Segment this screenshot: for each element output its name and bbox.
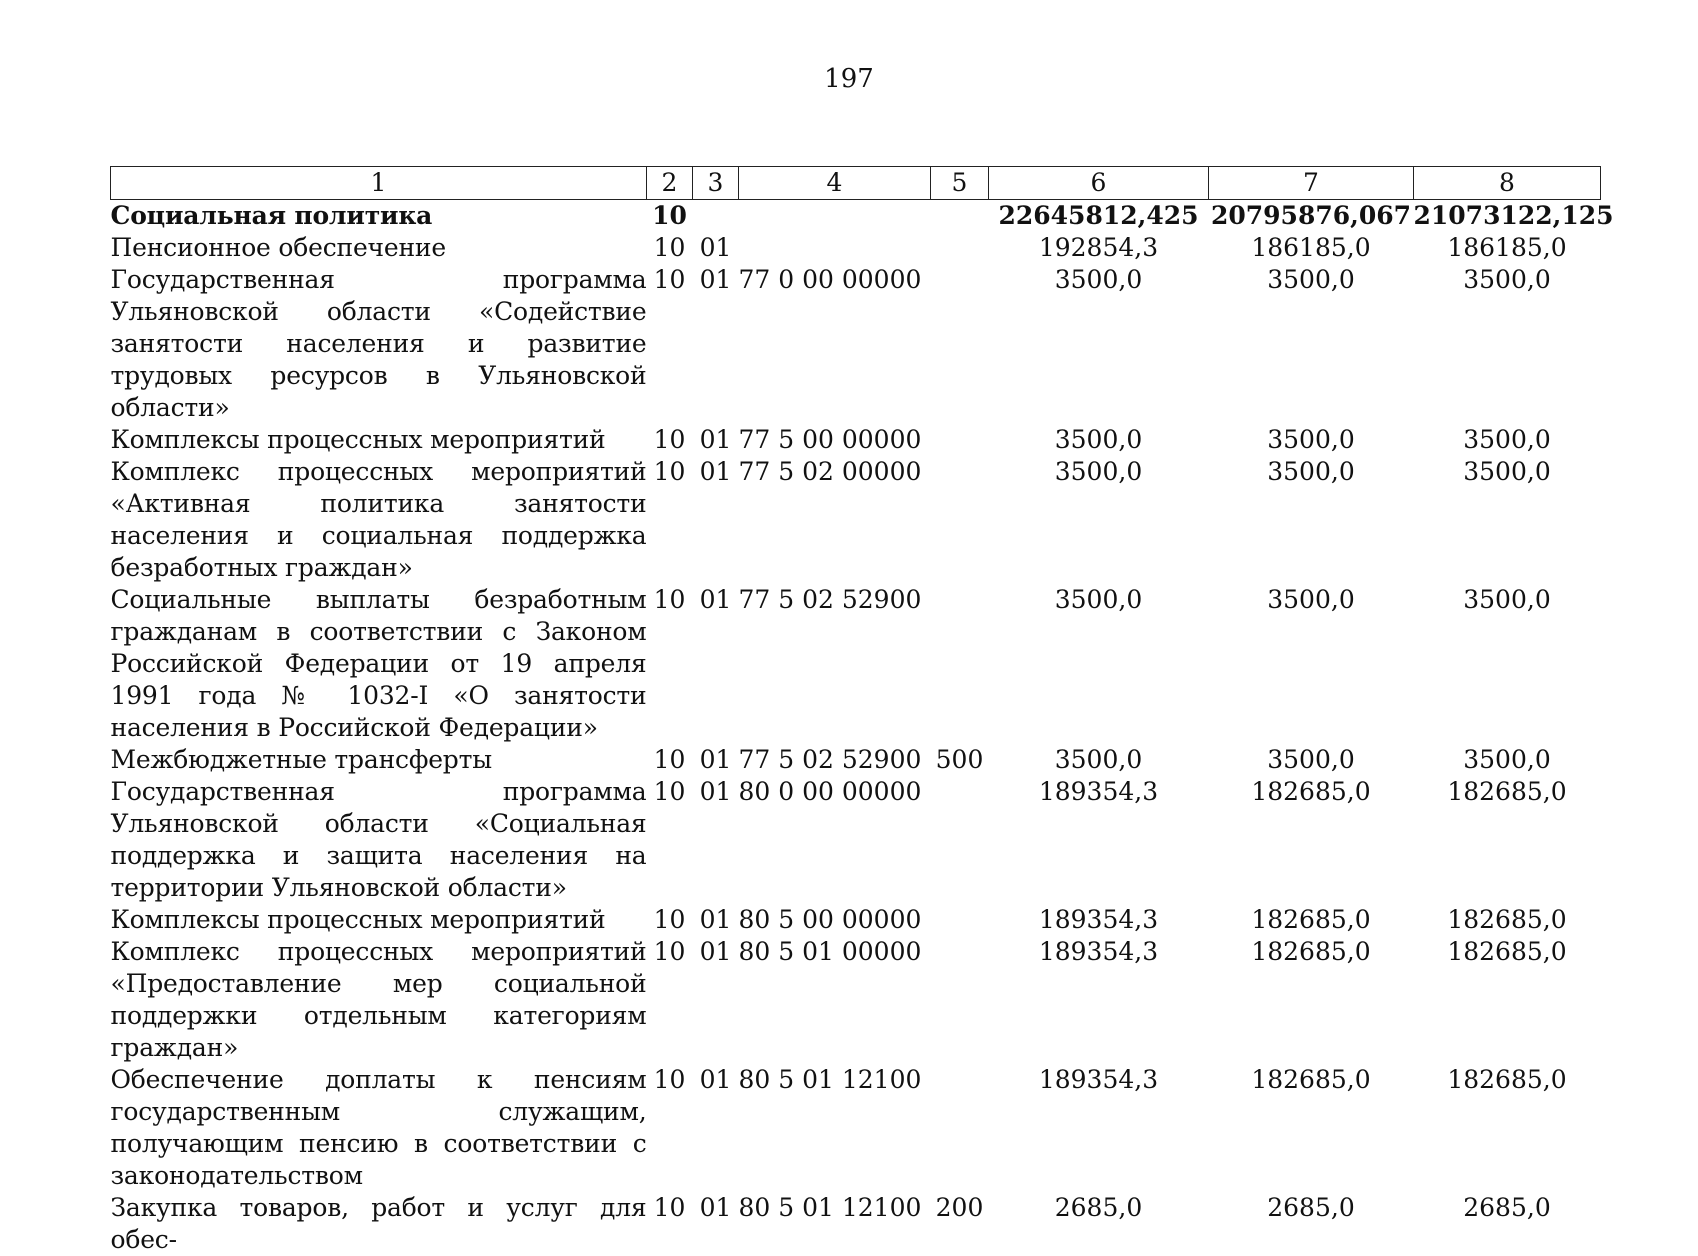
expense-type-cell [931, 584, 989, 744]
row-name-cell: Комплексы процессных мероприятий [111, 904, 647, 936]
expense-type-cell: 200 [931, 1192, 989, 1256]
target-article-cell: 80 5 00 00000 [739, 904, 931, 936]
section-code-cell: 10 [647, 1192, 693, 1256]
column-header: 3 [693, 167, 739, 200]
column-header: 1 [111, 167, 647, 200]
amount-col6-cell: 189354,3 [989, 1064, 1209, 1192]
target-article-cell: 80 5 01 00000 [739, 936, 931, 1064]
budget-table-container [110, 166, 1601, 1256]
subsection-code-cell: 01 [693, 1064, 739, 1192]
section-code-cell: 10 [647, 232, 693, 264]
column-header: 4 [739, 167, 931, 200]
expense-type-cell: 500 [931, 744, 989, 776]
amount-col7-cell: 2685,0 [1209, 1192, 1414, 1256]
row-name-cell: Обеспечение доплаты к пенсиям государственным служащим, получающим пенсию в соответствии с законодательством [111, 1064, 647, 1192]
amount-col8-cell: 2685,0 [1414, 1192, 1601, 1256]
table-row [111, 424, 1601, 456]
amount-col7-cell: 182685,0 [1209, 776, 1414, 904]
table-row [111, 904, 1601, 936]
table-row [111, 1192, 1601, 1256]
amount-col7-cell: 186185,0 [1209, 232, 1414, 264]
budget-table [110, 166, 1601, 1256]
subsection-code-cell: 01 [693, 744, 739, 776]
page-number: 197 [0, 64, 1698, 94]
amount-col8-cell: 182685,0 [1414, 904, 1601, 936]
row-name-cell: Пенсионное обеспечение [111, 232, 647, 264]
amount-col8-cell: 3500,0 [1414, 456, 1601, 584]
amount-col8-cell: 3500,0 [1414, 264, 1601, 424]
subsection-code-cell: 01 [693, 776, 739, 904]
amount-col6-cell: 189354,3 [989, 776, 1209, 904]
row-name-cell: Социальные выплаты безработным гражданам в соответствии с Законом Российской Федерации от 19 апреля 1991 года № 1032-I «О занятости населения в Российской Федерации» [111, 584, 647, 744]
amount-col8-cell: 182685,0 [1414, 776, 1601, 904]
target-article-cell: 77 5 02 52900 [739, 584, 931, 744]
table-row [111, 264, 1601, 424]
expense-type-cell [931, 424, 989, 456]
expense-type-cell [931, 936, 989, 1064]
target-article-cell: 77 5 02 00000 [739, 456, 931, 584]
target-article-cell: 77 5 00 00000 [739, 424, 931, 456]
amount-col7-cell: 182685,0 [1209, 936, 1414, 1064]
amount-col8-cell: 3500,0 [1414, 424, 1601, 456]
table-row [111, 744, 1601, 776]
amount-col8-cell: 186185,0 [1414, 232, 1601, 264]
target-article-cell [739, 232, 931, 264]
table-row [111, 776, 1601, 904]
row-name-cell: Закупка товаров, работ и услуг для обес- [111, 1192, 647, 1256]
amount-col8-cell: 182685,0 [1414, 1064, 1601, 1192]
amount-col6-cell: 189354,3 [989, 904, 1209, 936]
amount-col7-cell: 3500,0 [1209, 456, 1414, 584]
amount-col8-cell: 21073122,125 [1414, 200, 1601, 233]
amount-col8-cell: 3500,0 [1414, 744, 1601, 776]
expense-type-cell [931, 264, 989, 424]
row-name-cell: Комплекс процессных мероприятий «Активная политика занятости населения и социальная поддержка безработных граждан» [111, 456, 647, 584]
section-code-cell: 10 [647, 456, 693, 584]
subsection-code-cell: 01 [693, 1192, 739, 1256]
column-header: 2 [647, 167, 693, 200]
expense-type-cell [931, 200, 989, 233]
subsection-code-cell: 01 [693, 264, 739, 424]
amount-col7-cell: 3500,0 [1209, 264, 1414, 424]
amount-col6-cell: 2685,0 [989, 1192, 1209, 1256]
amount-col6-cell: 3500,0 [989, 456, 1209, 584]
expense-type-cell [931, 1064, 989, 1192]
section-code-cell: 10 [647, 264, 693, 424]
row-name-cell: Социальная политика [111, 200, 647, 233]
section-code-cell: 10 [647, 904, 693, 936]
section-code-cell: 10 [647, 776, 693, 904]
column-header: 6 [989, 167, 1209, 200]
target-article-cell: 77 0 00 00000 [739, 264, 931, 424]
subsection-code-cell: 01 [693, 904, 739, 936]
section-code-cell: 10 [647, 936, 693, 1064]
table-row [111, 584, 1601, 744]
expense-type-cell [931, 776, 989, 904]
amount-col8-cell: 182685,0 [1414, 936, 1601, 1064]
target-article-cell: 80 0 00 00000 [739, 776, 931, 904]
table-row [111, 456, 1601, 584]
amount-col7-cell: 182685,0 [1209, 904, 1414, 936]
subsection-code-cell: 01 [693, 584, 739, 744]
table-row [111, 1064, 1601, 1192]
expense-type-cell [931, 904, 989, 936]
row-name-cell: Государственная программа Ульяновской области «Содействие занятости населения и развитие трудовых ресурсов в Ульяновской области» [111, 264, 647, 424]
amount-col6-cell: 22645812,425 [989, 200, 1209, 233]
section-code-cell: 10 [647, 424, 693, 456]
amount-col6-cell: 3500,0 [989, 424, 1209, 456]
column-header: 8 [1414, 167, 1601, 200]
row-name-cell: Комплексы процессных мероприятий [111, 424, 647, 456]
amount-col6-cell: 3500,0 [989, 584, 1209, 744]
expense-type-cell [931, 456, 989, 584]
row-name-cell: Межбюджетные трансферты [111, 744, 647, 776]
amount-col7-cell: 3500,0 [1209, 744, 1414, 776]
table-row [111, 232, 1601, 264]
amount-col7-cell: 182685,0 [1209, 1064, 1414, 1192]
amount-col6-cell: 192854,3 [989, 232, 1209, 264]
column-header: 7 [1209, 167, 1414, 200]
column-header: 5 [931, 167, 989, 200]
target-article-cell [739, 200, 931, 233]
table-row [111, 200, 1601, 233]
target-article-cell: 80 5 01 12100 [739, 1192, 931, 1256]
table-body [111, 200, 1601, 1256]
section-code-cell: 10 [647, 744, 693, 776]
subsection-code-cell: 01 [693, 936, 739, 1064]
section-code-cell: 10 [647, 200, 693, 233]
subsection-code-cell: 01 [693, 456, 739, 584]
subsection-code-cell [693, 200, 739, 233]
subsection-code-cell: 01 [693, 232, 739, 264]
amount-col6-cell: 3500,0 [989, 744, 1209, 776]
amount-col6-cell: 3500,0 [989, 264, 1209, 424]
subsection-code-cell: 01 [693, 424, 739, 456]
expense-type-cell [931, 232, 989, 264]
target-article-cell: 77 5 02 52900 [739, 744, 931, 776]
row-name-cell: Комплекс процессных мероприятий «Предоставление мер социальной поддержки отдельным категориям граждан» [111, 936, 647, 1064]
table-row [111, 936, 1601, 1064]
amount-col7-cell: 3500,0 [1209, 424, 1414, 456]
section-code-cell: 10 [647, 1064, 693, 1192]
amount-col7-cell: 20795876,067 [1209, 200, 1414, 233]
section-code-cell: 10 [647, 584, 693, 744]
amount-col8-cell: 3500,0 [1414, 584, 1601, 744]
header-row [111, 167, 1601, 200]
amount-col6-cell: 189354,3 [989, 936, 1209, 1064]
row-name-cell: Государственная программа Ульяновской области «Социальная поддержка и защита населения на территории Ульяновской области» [111, 776, 647, 904]
amount-col7-cell: 3500,0 [1209, 584, 1414, 744]
target-article-cell: 80 5 01 12100 [739, 1064, 931, 1192]
